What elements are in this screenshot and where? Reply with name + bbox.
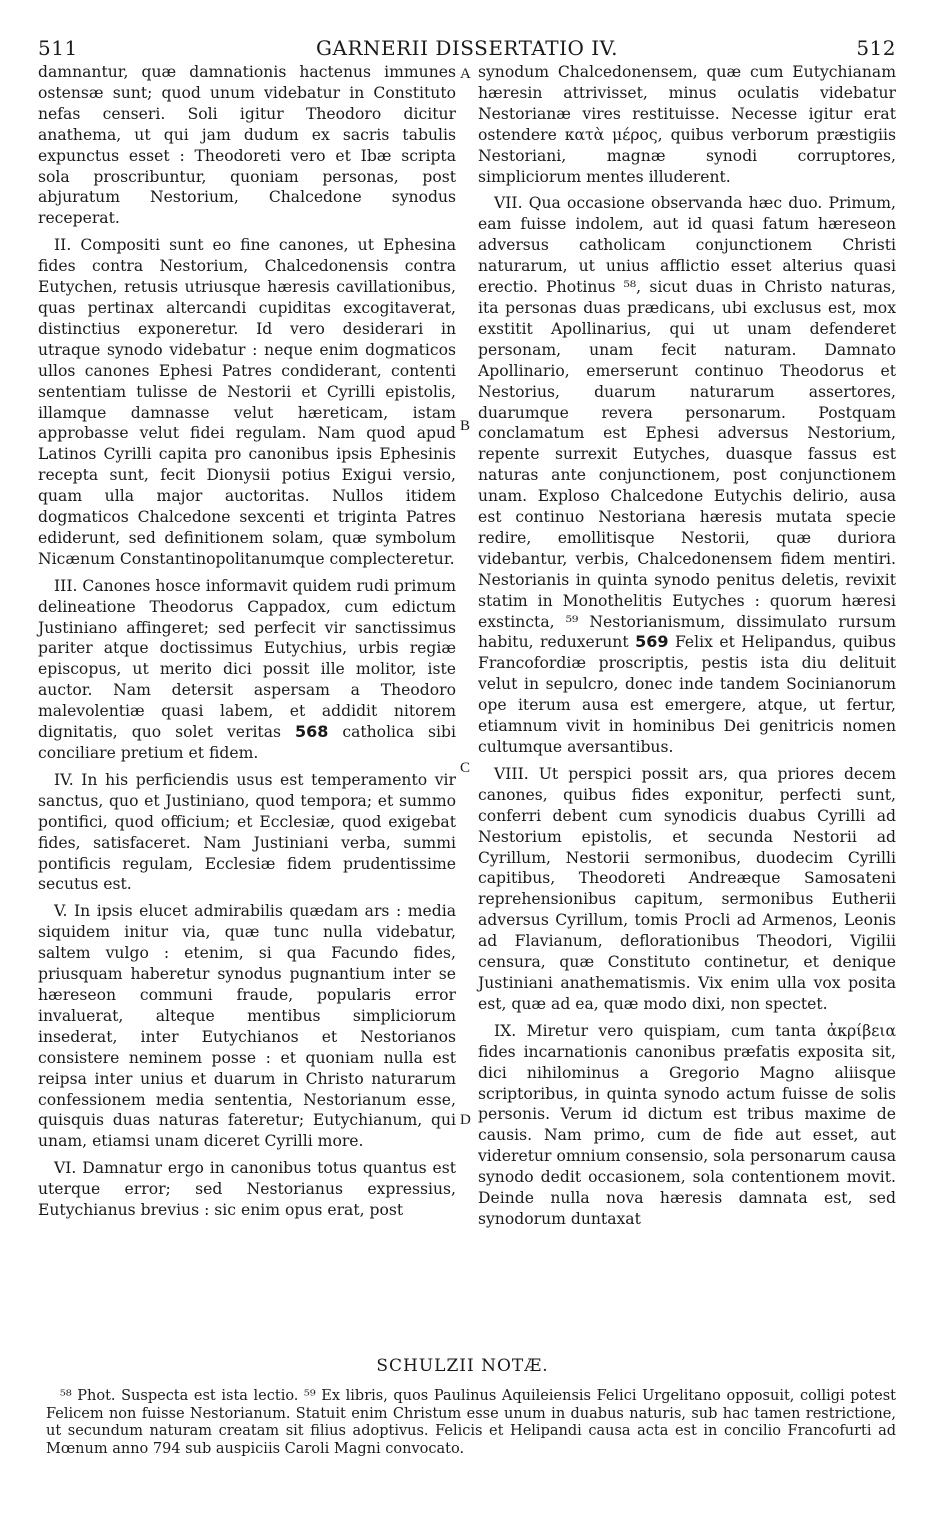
column-number-marker: 568: [294, 722, 329, 742]
column-number-marker: 569: [635, 632, 669, 652]
page-number-left: 511: [38, 36, 78, 60]
paragraph: VIII. Ut perspici possit ars, qua priores decem canones, quibus fides exponitur, perfecti sunt, conferri debent cum synodicis duabus Cyrilli ad Nestorium epistolis, et secunda Nestorii ad Cyrillum, Nestorii sermonibus, duodecim Cyrilli capitibus, Theodoreti Andreæque Samosateni reprehensionibus capitum, sermonibus Eutherii adversus Cyrillum, tomis Procli ad Armenos, Leonis ad Flavianum, deflorationibus Theodori, Vigilii censura, quæ Constituto continetur, et denique Justiniani anathematismis. Vix enim ulla vox posita est, quæ ad ea, quæ modo dixi, non spectet.: [478, 764, 896, 1013]
notes-title: SCHULZII NOTÆ.: [376, 1356, 549, 1376]
margin-letter: B: [460, 418, 471, 434]
paragraph: II. Compositi sunt eo fine canones, ut Ephesina fides contra Nestorium, Chalcedonensis contra Eutychen, retusis utriusque hæresis cavillationibus, quas pertinax altercandi cupiditas excogitaverat, distinctius exponeretur. Id vero desiderari in utraque synodo videbatur : neque enim dogmaticos ullos canones Ephesi Patres condiderant, contenti sententiam tulisse de Nestorii et Cyrilli epistolis, illamque damnasse velut hæreticam, istam approbasse velut fidei regulam. Nam quod apud Latinos Cyrilli capita pro canonibus ipsis Ephesinis recepta sunt, fecit Dionysii potius Exigui versio, quam ulla major auctoritas. Nullos itidem dogmaticos Chalcedone sexcenti et triginta Patres ediderunt, sed definitionem solam, quæ symbolum Nicænum Constantinopolitanumque complecteretur.: [38, 236, 456, 568]
margin-letter: D: [460, 1112, 471, 1128]
paragraph: IV. In his perficiendis usus est temperamento vir sanctus, quo et Justiniano, quod tempora; et summo pontifici, quod officium; et Ecclesiæ, quod exigebat fides, satisfaceret. Nam Justiniani verba, summi pontificis regulam, Ecclesiæ fidem prudentissime secutus est.: [38, 770, 456, 894]
paragraph: IX. Miretur vero quispiam, cum tanta ἀκρίβεια fides incarnationis canonibus præfatis exposita sit, dici nihilominus a Gregorio Magno aliisque scriptoribus, in quinta synodo actum fuisse de solis personis. Verum id dictum est tribus maxime de causis. Nam primo, cum de fide aut esset, aut videretur omnium consensio, sola personarum causa synodo dedit occasionem, sola contentionem movit. Deinde nulla nova hæresis damnata est, sed synodorum duntaxat: [478, 1021, 896, 1228]
margin-letter: A: [460, 66, 471, 82]
footnotes: ⁵⁸ Phot. Suspecta est ista lectio. ⁵⁹ Ex libris, quos Paulinus Aquileiensis Felici Urgelitano opposuit, colligi potest Felicem non fuisse Nestorianum. Statuit enim Christum esse unum in duabus naturis, sub hac tamen restrictione, ut secundum naturam creatam sit filius adoptivus. Felicis et Helipandi causa acta est in concilio Francofurti ad Mœnum anno 794 sub auspiciis Caroli Magni convocato.: [46, 1388, 896, 1457]
paragraph: V. In ipsis elucet admirabilis quædam ars : media siquidem initur via, quæ tunc nulla videbatur, saltem vulgo : etenim, si qua Facundo fides, priusquam haberetur synodus pugnantium inter se hæreseon communi fraude, popularis error invaluerat, alteque mentibus simpliciorum insederat, inter Eutychianos et Nestorianos consistere neminem posse : et quoniam nulla est reipsa inter unius et duarum in Christo naturarum confessionem media sententia, Nestorianum esse, quisquis duas naturas fateretur; Eutychianum, qui unam, etiamsi unam diceret Cyrilli more.: [38, 902, 456, 1151]
paragraph: VI. Damnatur ergo in canonibus totus quantus est uterque error; sed Nestorianus expressius, Eutychianus brevius : sic enim opus erat, post: [38, 1159, 456, 1220]
right-column: [478, 62, 896, 1236]
paragraph: VII. Qua occasione observanda hæc duo. Primum, eam fuisse indolem, aut id quasi fatum hæreseon adversus catholicam conjunctionem Christi naturarum, ut unius afflictio esset alterius quasi erectio. Photinus ⁵⁸, sicut duas in Christo naturas, ita personas duas prædicans, ubi exclusus est, mox exstitit Apollinarius, qui ut unam defenderet personam, unam fecit naturam. Damnato Apollinario, emerserunt continuo Theodorus et Nestorius, duarum naturarum assertores, duarumque revera personarum. Postquam conclamatum est Ephesi adversus Nestorium, repente surrexit Eutyches, duasque fassus est naturas ante conjunctionem, post conjunctionem unam. Exploso Chalcedone Eutychis delirio, ausa est continuo Nestoriana hæresis mutata specie redire, emollitisque Nestorii, quæ duriora videbantur, verbis, Chalcedonensem fidem mentiri. Nestorianis in quinta synodo penitus deletis, revixit statim in Monothelitis Eutyches : quorum hæresi exstincta, ⁵⁹ Nestorianismum, dissimulato rursum habitu, reduxerunt 569 Felix et Helipandus, quibus Francofordiæ proscriptis, pestis ista diu delituit velut in sepulcro, donec inde tandem Socinianorum ope iterum ausa est emergere, atque, ut fertur, etiamnum vivit in hominibus Dei genitricis nomen cultumque aversantibus.: [478, 194, 897, 756]
page-header: [38, 36, 896, 62]
paragraph: synodum Chalcedonensem, quæ cum Eutychianam hæresin attrivisset, minus oculatis videbatur Nestorianæ vires restituisse. Necesse igitur erat ostendere κατὰ μέρος, quibus verborum præstigiis Nestoriani, magnæ synodi corruptores, simpliciorum mentes illuderent.: [478, 63, 896, 186]
paragraph: damnantur, quæ damnationis hactenus immunes ostensæ sunt; quod unum videbatur in Constituto nefas censeri. Soli igitur Theodoro dicitur anathema, ut qui jam dudum ex sacris tabulis expunctus esset : Theodoreti vero et Ibæ scripta sola proscribuntur, quoniam personas, post abjuratum Nestorium, Chalcedone synodus receperat.: [38, 63, 456, 228]
paragraph: III. Canones hosce informavit quidem rudi primum delineatione Theodorus Cappadox, cum edictum Justiniano affingeret; sed perfecit vir sanctissimus pariter atque doctissimus Eutychius, urbis regiæ episcopus, ut merito dici possit ille molitor, iste auctor. Nam detersit aspersam a Theodoro malevolentiæ quasi labem, et addidit nitorem dignitatis, quo solet veritas 568 catholica sibi conciliare pretium et fidem.: [38, 576, 457, 762]
left-column: [38, 62, 456, 1227]
margin-letter: C: [460, 760, 471, 776]
running-title: GARNERII DISSERTATIO IV.: [316, 36, 618, 60]
page-number-right: 512: [856, 36, 896, 60]
